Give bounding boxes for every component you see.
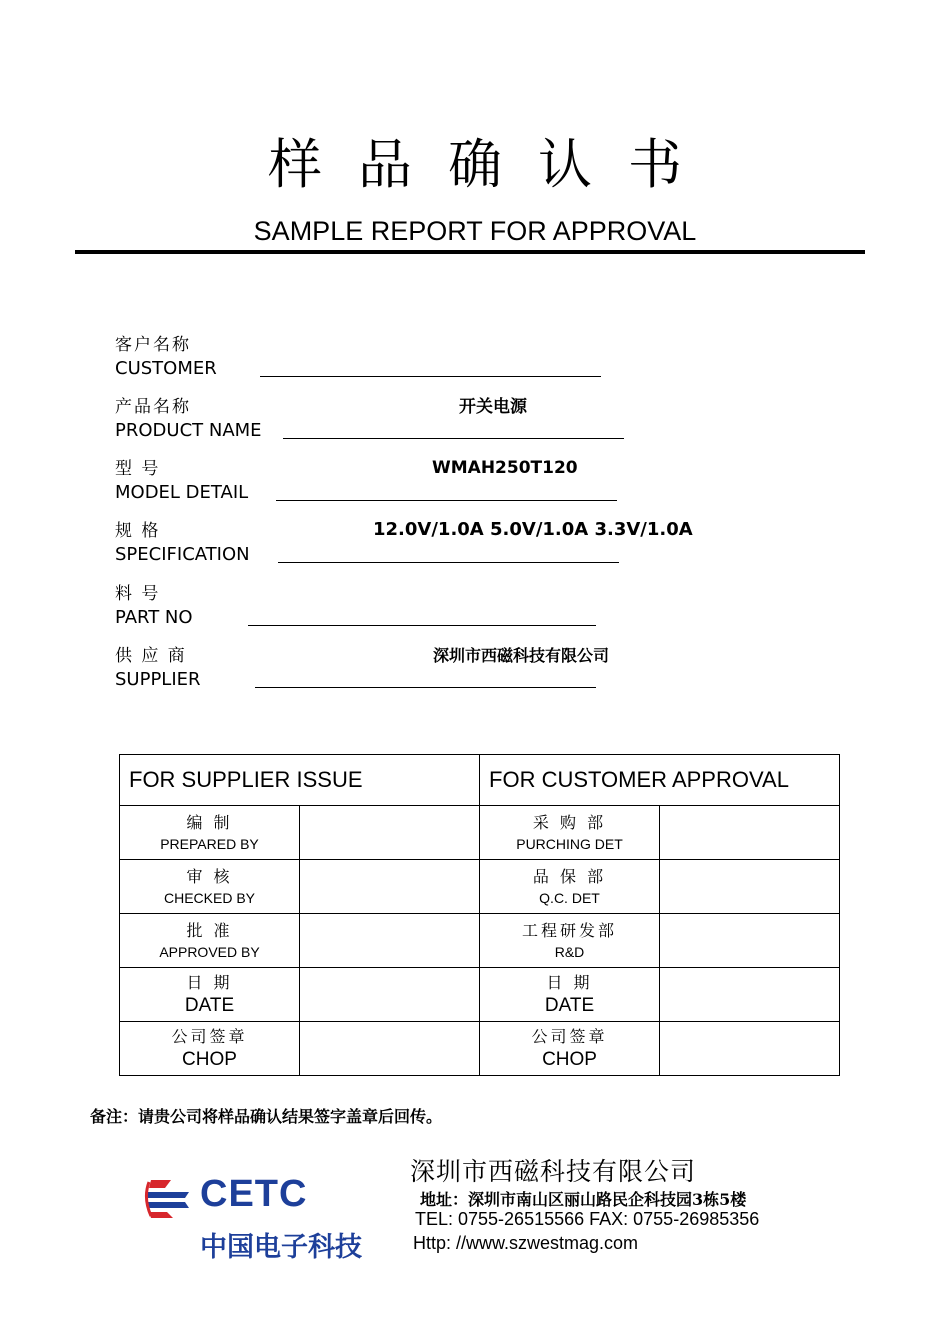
purchasing-dept-label [480,806,660,860]
cetc-logo-text: CETC [200,1173,308,1215]
remark-note: 备注：请贵公司将样品确认结果签字盖章后回传。 [90,1107,443,1126]
field-underline [260,376,601,377]
qc-dept-signature-cell[interactable] [660,860,840,914]
field-value[interactable]: 深圳市西磁科技有限公司 [433,646,610,665]
label-en: Q.C. DET [539,889,600,906]
title-divider [75,250,865,254]
supplier-date-cell[interactable] [300,968,480,1022]
qc-dept-label [480,860,660,914]
field-label-en: SUPPLIER [115,669,201,690]
field-underline [255,687,596,688]
field-value[interactable]: 12.0V/1.0A 5.0V/1.0A 3.3V/1.0A [373,519,693,540]
table-row [120,968,840,1022]
purchasing-dept-signature-cell[interactable] [660,806,840,860]
label-en: R&D [554,943,585,960]
table-header-row [120,755,840,806]
company-tel-fax: TEL: 0755-26515566 FAX: 0755-26985356 [415,1209,760,1229]
customer-date-cell[interactable] [660,968,840,1022]
field-label-cn: 客户名称 [115,335,191,355]
field-label-cn: 型 号 [115,459,161,479]
table-row [120,806,840,860]
field-underline [248,625,596,626]
checked-by-label [120,860,300,914]
field-label-en: CUSTOMER [115,358,217,379]
company-website[interactable]: Http: //www.szwestmag.com [413,1233,639,1253]
company-address: 地址：深圳市南山区丽山路民企科技园3栋5楼 [420,1190,747,1209]
field-underline [276,500,617,501]
field-label-cn: 产品名称 [115,397,191,417]
label-cn: 品 保 部 [532,866,607,886]
customer-date-label [480,968,660,1022]
label-cn: 日 期 [186,972,233,992]
approval-table [119,754,840,1076]
field-label-cn: 供 应 商 [115,646,187,666]
label-cn: 公司签章 [171,1026,248,1046]
field-label-cn: 料 号 [115,584,161,604]
company-name: 深圳市西磁科技有限公司 [410,1157,697,1186]
label-en: DATE [544,994,595,1016]
customer-chop-label [480,1022,660,1076]
label-cn: 采 购 部 [532,812,607,832]
cetc-logo-cn-text: 中国电子科技 [200,1232,362,1263]
label-cn: 工程研发部 [522,920,618,940]
document-title-cn: 样品确认书 [268,133,718,196]
label-en: APPROVED BY [159,943,260,960]
label-cn: 日 期 [546,972,593,992]
table-row [120,860,840,914]
cetc-emblem-icon [143,1174,193,1222]
label-en: CHOP [542,1048,597,1070]
approved-by-signature-cell[interactable] [300,914,480,968]
label-cn: 公司签章 [531,1026,608,1046]
field-underline [278,562,619,563]
field-label-cn: 规 格 [115,521,161,541]
approved-by-label [120,914,300,968]
label-en: PREPARED BY [160,835,259,852]
field-label-en: PRODUCT NAME [115,420,262,441]
label-cn: 批 准 [186,920,233,940]
customer-approval-header: FOR CUSTOMER APPROVAL [480,755,840,806]
label-cn: 审 核 [186,866,233,886]
label-en: PURCHING DET [516,835,623,852]
supplier-date-label [120,968,300,1022]
table-row [120,914,840,968]
field-label-en: PART NO [115,607,193,628]
field-label-en: SPECIFICATION [115,544,250,565]
prepared-by-signature-cell[interactable] [300,806,480,860]
field-label-en: MODEL DETAIL [115,482,249,503]
prepared-by-label [120,806,300,860]
label-en: CHECKED BY [163,889,256,906]
field-underline [283,438,624,439]
customer-chop-cell[interactable] [660,1022,840,1076]
table-row [120,1022,840,1076]
label-cn: 编 制 [186,812,233,832]
field-value[interactable]: WMAH250T120 [432,458,578,478]
field-value[interactable]: 开关电源 [459,397,527,417]
supplier-chop-label [120,1022,300,1076]
supplier-chop-cell[interactable] [300,1022,480,1076]
label-en: CHOP [182,1048,237,1070]
document-title-en: SAMPLE REPORT FOR APPROVAL [253,216,697,246]
checked-by-signature-cell[interactable] [300,860,480,914]
rnd-dept-label [480,914,660,968]
supplier-issue-header: FOR SUPPLIER ISSUE [120,755,480,806]
label-en: DATE [184,994,235,1016]
rnd-dept-signature-cell[interactable] [660,914,840,968]
